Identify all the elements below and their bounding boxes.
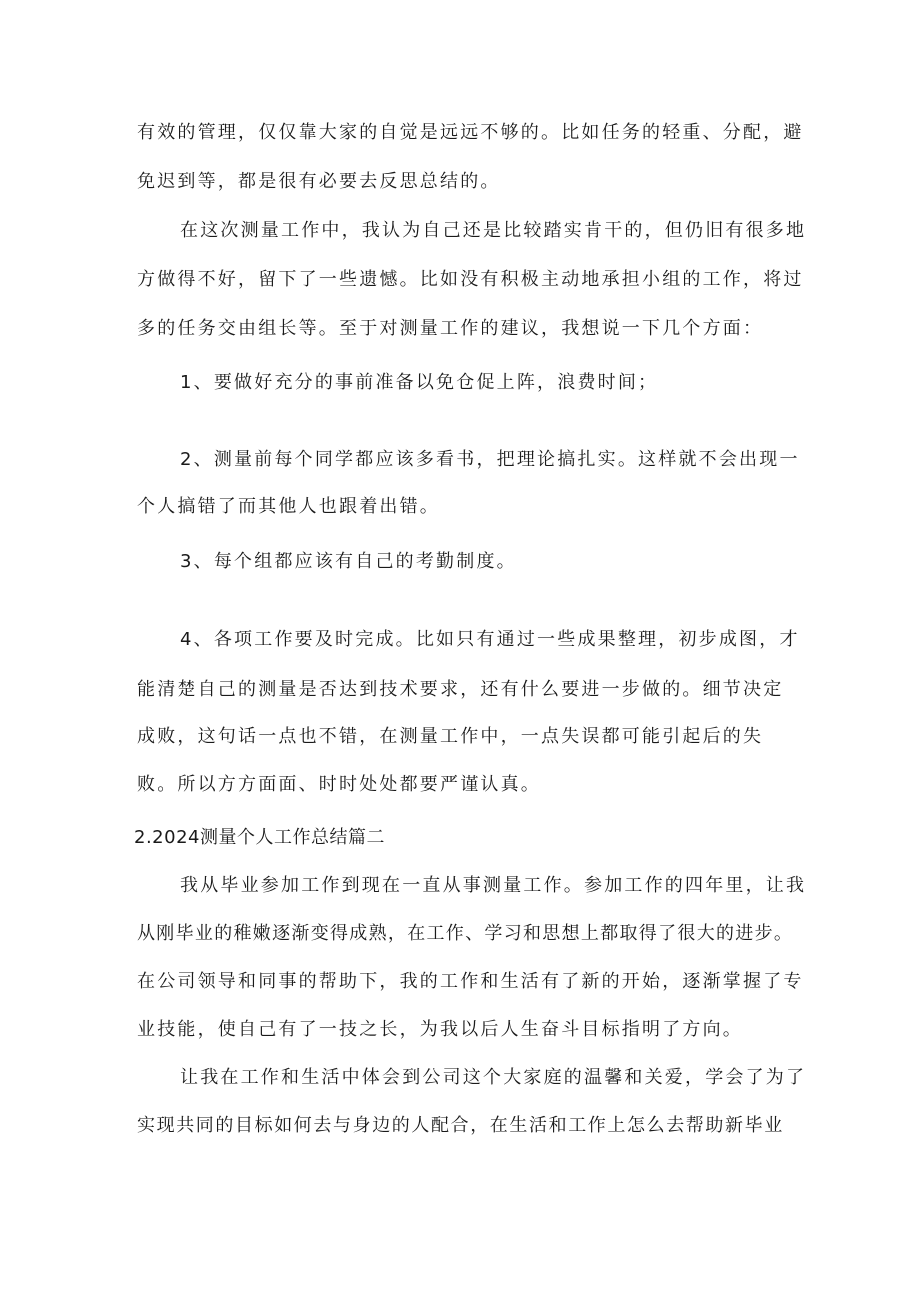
paragraph-2-line-3: 多的任务交由组长等。至于对测量工作的建议，我想说一下几个方面： bbox=[137, 318, 764, 339]
section-paragraph-2-line-1: 让我在工作和生活中体会到公司这个大家庭的温馨和关爱，学会了为了 bbox=[180, 1067, 807, 1088]
paragraph-2-line-2: 方做得不好，留下了一些遗憾。比如没有积极主动地承担小组的工作，将过 bbox=[137, 269, 804, 290]
list-item-2-line-1: 2、测量前每个同学都应该多看书，把理论搞扎实。这样就不会出现一 bbox=[180, 449, 800, 470]
paragraph-1-line-1: 有效的管理，仅仅靠大家的自觉是远远不够的。比如任务的轻重、分配，避 bbox=[137, 122, 804, 143]
list-item-4-line-3: 成败，这句话一点也不错，在测量工作中，一点失误都可能引起后的失 bbox=[137, 726, 764, 747]
section-paragraph-2-line-2: 实现共同的目标如何去与身边的人配合，在生活和工作上怎么去帮助新毕业 bbox=[137, 1115, 784, 1136]
list-item-4-line-2: 能清楚自己的测量是否达到技术要求，还有什么要进一步做的。细节决定 bbox=[137, 679, 784, 700]
section-paragraph-1-line-1: 我从毕业参加工作到现在一直从事测量工作。参加工作的四年里，让我 bbox=[180, 875, 807, 896]
list-item-3: 3、每个组都应该有自己的考勤制度。 bbox=[180, 551, 517, 572]
section-heading: 2.2024测量个人工作总结篇二 bbox=[134, 827, 385, 848]
section-paragraph-1-line-3: 在公司领导和同事的帮助下，我的工作和生活有了新的开始，逐渐掌握了专 bbox=[137, 971, 804, 992]
section-paragraph-1-line-4: 业技能，使自己有了一技之长，为我以后人生奋斗目标指明了方向。 bbox=[137, 1019, 743, 1040]
paragraph-2-line-1: 在这次测量工作中，我认为自己还是比较踏实肯干的，但仍旧有很多地 bbox=[180, 220, 807, 241]
section-paragraph-1-line-2: 从刚毕业的稚嫩逐渐变得成熟，在工作、学习和思想上都取得了很大的进步。 bbox=[137, 923, 794, 944]
paragraph-1-line-2: 免迟到等，都是很有必要去反思总结的。 bbox=[137, 171, 501, 192]
list-item-1: 1、要做好充分的事前准备以免仓促上阵，浪费时间； bbox=[180, 372, 659, 393]
list-item-4-line-4: 败。所以方方面面、时时处处都要严谨认真。 bbox=[137, 774, 541, 795]
list-item-4-line-1: 4、各项工作要及时完成。比如只有通过一些成果整理，初步成图，才 bbox=[180, 629, 800, 650]
list-item-2-line-2: 个人搞错了而其他人也跟着出错。 bbox=[137, 496, 440, 517]
